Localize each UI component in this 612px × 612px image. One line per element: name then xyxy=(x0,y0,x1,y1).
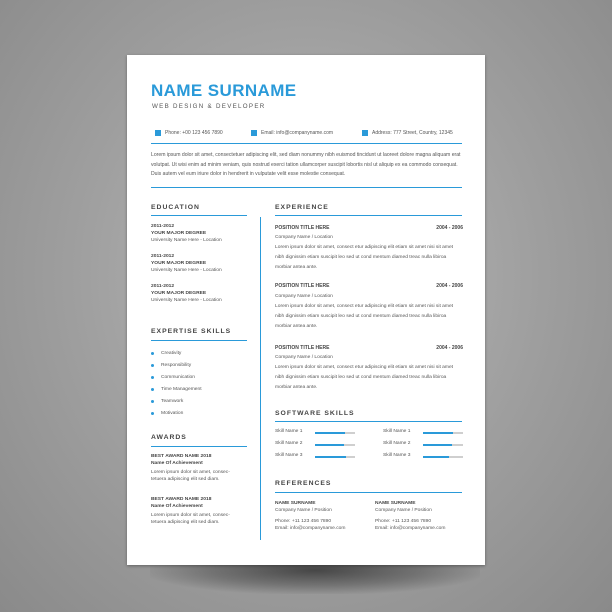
reference-name: NAME SURNAME xyxy=(375,501,416,506)
position-dates: 2004 - 2006 xyxy=(436,225,463,231)
education-years: 2011-2012 xyxy=(151,254,175,259)
experience-desc: Lorem ipsum dolor sit amet, consect etur adipiscing elit etiam sit amet nisi sit amet nibh dignissim etiam suscipit leo sed ut cond mentum diamed treac nulla libiroa morbiar antea ante. xyxy=(275,245,454,270)
education-divider xyxy=(151,215,247,216)
bullet-icon xyxy=(151,400,154,403)
award-item xyxy=(151,496,230,526)
education-item xyxy=(151,253,222,274)
award-title: BEST AWARD NAME 2018 xyxy=(151,497,212,502)
bullet-icon xyxy=(151,364,154,367)
skill-label: Skill Name 3 xyxy=(275,453,303,458)
references-title: REFERENCES xyxy=(275,480,332,487)
software-divider xyxy=(275,421,462,422)
software-title: SOFTWARE SKILLS xyxy=(275,410,355,417)
company-name: Company Name / Location xyxy=(275,235,333,240)
position-title: POSITION TITLE HERE xyxy=(275,225,330,231)
experience-desc: Lorem ipsum dolor sit amet, consect etur adipiscing elit etiam sit amet nisi sit amet nibh dignissim etiam suscipit leo sed ut cond mentum diamed treac nulla libiroa morbiar antea ante. xyxy=(275,365,454,390)
position-title: POSITION TITLE HERE xyxy=(275,345,330,351)
resume-page xyxy=(127,55,485,565)
skill-label: Skill Name 2 xyxy=(275,441,303,446)
header-divider xyxy=(151,143,462,144)
reference-email: Email: info@companyname.com xyxy=(375,526,446,531)
list-item: Teamwork xyxy=(151,395,202,407)
skill-label: Skill Name 1 xyxy=(383,429,411,434)
education-degree: YOUR MAJOR DEGREE xyxy=(151,261,207,266)
reference-phone: Phone: +11 123 456 7890 xyxy=(375,519,432,524)
skill-bar xyxy=(315,444,355,446)
position-dates: 2004 - 2006 xyxy=(436,283,463,289)
position-dates: 2004 - 2006 xyxy=(436,345,463,351)
reference-item xyxy=(275,500,345,532)
phone-icon xyxy=(155,130,161,136)
awards-divider xyxy=(151,446,247,447)
page-drop-shadow xyxy=(150,560,480,594)
award-item xyxy=(151,453,230,483)
education-years: 2011-2012 xyxy=(151,224,175,229)
bullet-icon xyxy=(151,412,154,415)
award-text: Lorem ipsum dolor sit amet, consec- xyxy=(151,470,230,475)
summary-text: Lorem ipsum dolor sit amet, consectetuer adipiscing elit, sed diam nonummy nibh euismod tincidunt ut laoreet dolore magna aliquam erat volutpat. Ut wisi enim ad minim veniam, quis nostrud exerci tation ullamcorper suscipit lobortis nisl ut aliquip ex ea commodo consequat. Duis autem vel eum iriure dolor in hendrerit in vulputate velit esse molestie consequat. xyxy=(151,152,461,178)
references-divider xyxy=(275,492,462,493)
contact-phone xyxy=(155,130,223,136)
list-item: Responsibility xyxy=(151,359,202,371)
expertise-divider xyxy=(151,340,247,341)
position-title: POSITION TITLE HERE xyxy=(275,283,330,289)
bullet-icon xyxy=(151,376,154,379)
award-sub: Name Of Achievement xyxy=(151,504,203,509)
contact-address xyxy=(362,130,453,136)
education-degree: YOUR MAJOR DEGREE xyxy=(151,291,207,296)
resume-name: NAME SURNAME xyxy=(151,81,297,100)
address-text: Address: 777 Street, Country, 12345 xyxy=(372,130,453,136)
address-icon xyxy=(362,130,368,136)
skill-label: Skill Name 1 xyxy=(275,429,303,434)
skill-label: Skill Name 3 xyxy=(383,453,411,458)
email-text: Email: info@companyname.com xyxy=(261,130,334,136)
reference-company: Company Name / Position xyxy=(375,508,432,513)
award-text: Lorem ipsum dolor sit amet, consec- xyxy=(151,513,230,518)
skill-bar xyxy=(423,444,463,446)
resume-role: WEB DESIGN & DEVELOPER xyxy=(152,103,266,110)
phone-text: Phone: +00 123 456 7890 xyxy=(165,130,223,136)
skill-bar-fill xyxy=(315,456,346,458)
skill-bar-fill xyxy=(423,456,449,458)
skill-bar-fill xyxy=(315,444,344,446)
company-name: Company Name / Location xyxy=(275,355,333,360)
list-item: Communication xyxy=(151,371,202,383)
expertise-list xyxy=(151,347,202,419)
list-item: Time Management xyxy=(151,383,202,395)
summary-divider xyxy=(151,187,462,188)
skill-bar-fill xyxy=(315,432,345,434)
experience-title: EXPERIENCE xyxy=(275,204,329,211)
award-text: tetuera adipiscing elit sed diam. xyxy=(151,477,220,482)
education-item xyxy=(151,283,222,304)
skill-bar-fill xyxy=(423,444,452,446)
bullet-icon xyxy=(151,388,154,391)
email-icon xyxy=(251,130,257,136)
education-school: University Name Here - Location xyxy=(151,238,222,243)
award-text: tetuera adipiscing elit sed diam. xyxy=(151,520,220,525)
reference-company: Company Name / Position xyxy=(275,508,332,513)
list-item: Creativity xyxy=(151,347,202,359)
skill-bar xyxy=(315,432,355,434)
bullet-icon xyxy=(151,352,154,355)
award-title: BEST AWARD NAME 2018 xyxy=(151,454,212,459)
experience-item-header xyxy=(275,225,463,231)
education-school: University Name Here - Location xyxy=(151,268,222,273)
reference-phone: Phone: +11 123 456 7890 xyxy=(275,519,332,524)
skill-bar-fill xyxy=(423,432,453,434)
education-item xyxy=(151,223,222,244)
company-name: Company Name / Location xyxy=(275,294,333,299)
education-title: EDUCATION xyxy=(151,204,200,211)
experience-divider xyxy=(275,215,462,216)
skill-bar xyxy=(423,432,463,434)
experience-desc: Lorem ipsum dolor sit amet, consect etur adipiscing elit etiam sit amet nisi sit amet nibh dignissim etiam suscipit leo sed ut cond mentum diamed treac nulla libiroa morbiar antea ante. xyxy=(275,304,454,329)
skill-label: Skill Name 2 xyxy=(383,441,411,446)
experience-item-header xyxy=(275,283,463,289)
skill-bar xyxy=(315,456,355,458)
award-sub: Name Of Achievement xyxy=(151,461,203,466)
list-item: Motivation xyxy=(151,407,202,419)
reference-email: Email: info@companyname.com xyxy=(275,526,346,531)
experience-item-header xyxy=(275,345,463,351)
reference-name: NAME SURNAME xyxy=(275,501,316,506)
education-degree: YOUR MAJOR DEGREE xyxy=(151,231,207,236)
education-years: 2011-2012 xyxy=(151,284,175,289)
column-divider xyxy=(260,217,261,540)
skill-bar xyxy=(423,456,463,458)
contact-email xyxy=(251,130,333,136)
expertise-title: EXPERTISE SKILLS xyxy=(151,328,232,335)
education-school: University Name Here - Location xyxy=(151,298,222,303)
reference-item xyxy=(375,500,445,532)
awards-title: AWARDS xyxy=(151,434,187,441)
